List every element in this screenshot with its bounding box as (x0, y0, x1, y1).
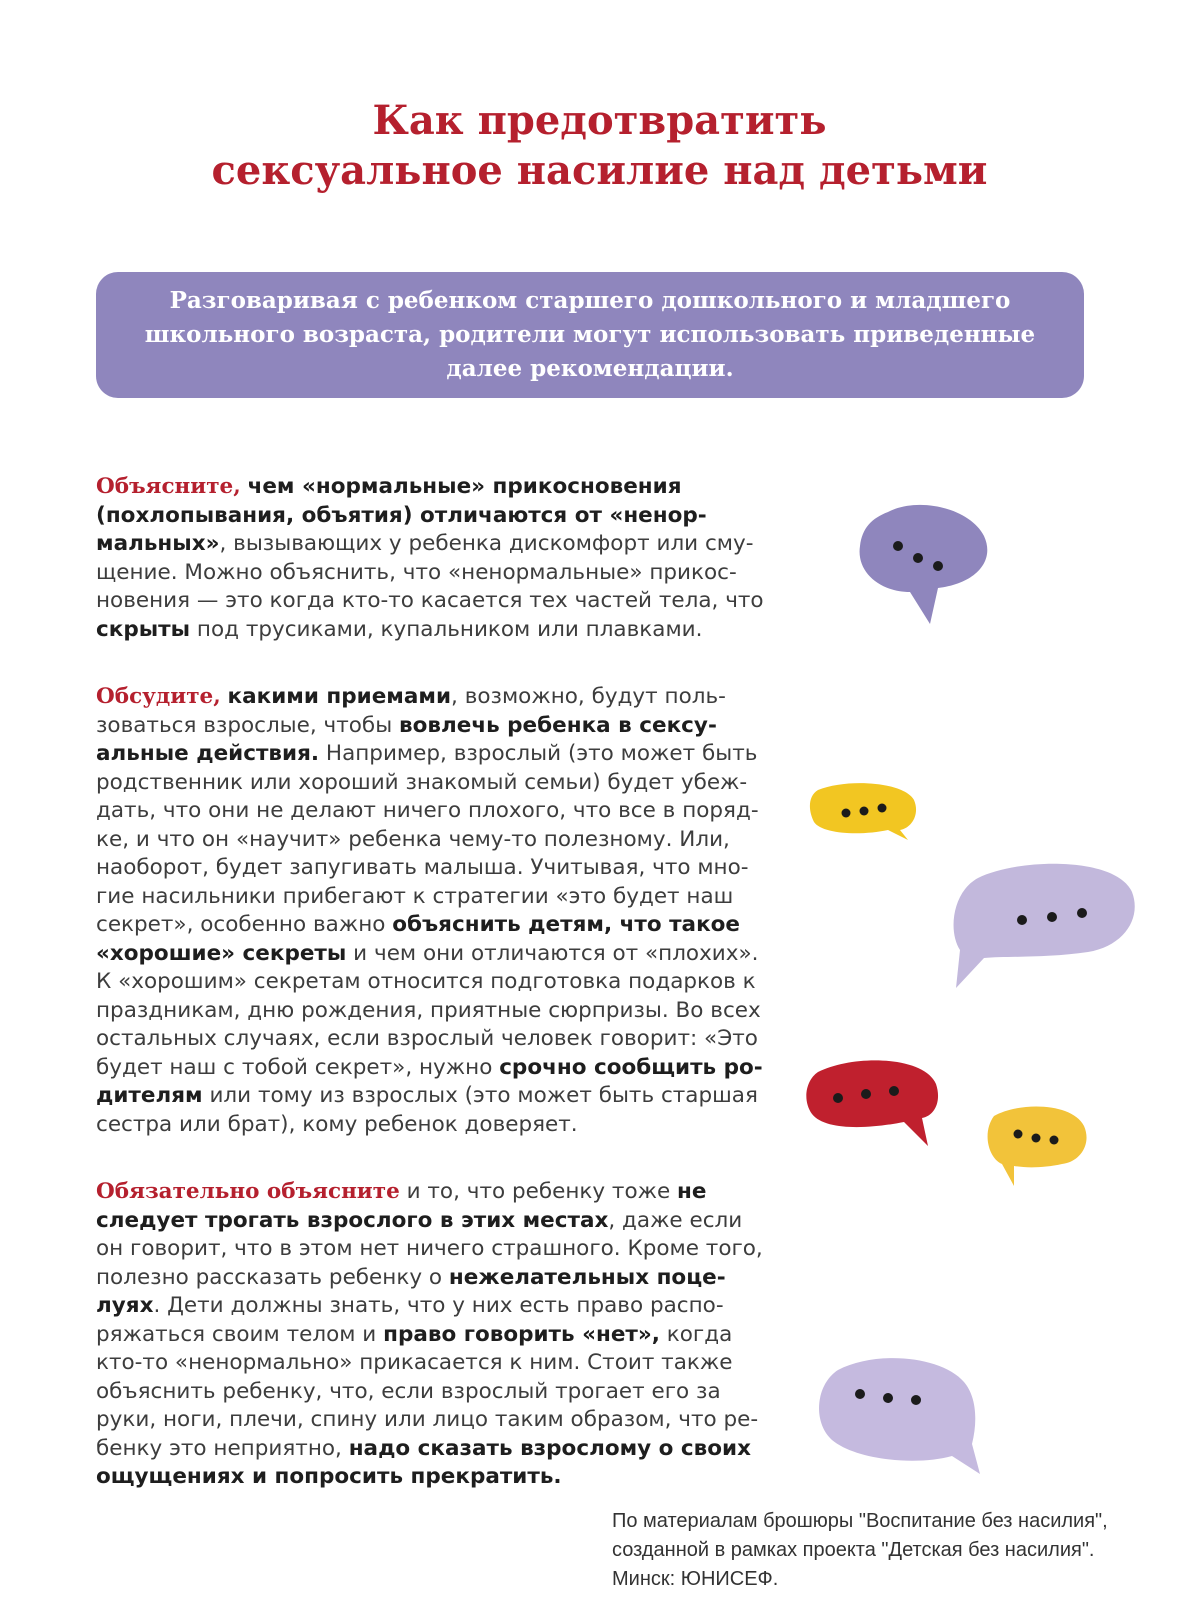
bold-text: не (677, 1179, 707, 1204)
source-line-1: По материалам брошюры "Воспитание без насилия", (612, 1510, 1108, 1532)
bold-text: (похлопывания, объятия) отличаются от «ненор- (96, 502, 707, 528)
intro-line-1: Разговаривая с ребенком старшего дошкольного и младшего (169, 287, 1011, 314)
bold-text: чем «нормальные» прикосновения (247, 474, 682, 499)
section-line (96, 1406, 759, 1435)
section-line (96, 1292, 756, 1321)
section-line (96, 473, 756, 502)
body-text: секрет», особенно важно (96, 912, 393, 937)
section-line (96, 1111, 756, 1140)
body-text: руки, ноги, плечи, спину или лицо таким образом, что ре- (96, 1407, 759, 1432)
section-line (96, 740, 756, 769)
section-line (96, 1054, 763, 1083)
bubble-shape (988, 1107, 1087, 1186)
bold-text: следует трогать взрослого в этих местах (96, 1207, 609, 1233)
bold-text: вовлечь ребенка в сексу- (399, 712, 717, 738)
bold-text: какими приемами (227, 684, 452, 709)
chat-bubble-icon (858, 500, 992, 630)
title-line-1: Как предотвратить (372, 97, 827, 144)
source-line-2: созданной в рамках проекта "Детская без насилия". (612, 1539, 1095, 1561)
bold-text: скрыты (96, 616, 191, 642)
bold-text: нежелательных поце- (448, 1264, 726, 1290)
section-line (96, 530, 756, 559)
source-line-3: Минск: ЮНИСЕФ. (612, 1568, 779, 1590)
body-text: , даже если (608, 1207, 743, 1233)
section-line (96, 968, 756, 997)
section-line (96, 1207, 756, 1236)
section-explain (96, 473, 764, 644)
body-text: гие насильники прибегают к стратегии «это будет наш (96, 883, 734, 909)
body-text: ряжаться своим телом и (96, 1321, 384, 1347)
bubble-shape (806, 1060, 938, 1146)
bubble-shape (860, 505, 988, 624)
body-text: объяснить ребенку, что, если взрослый трогает его за (96, 1378, 721, 1404)
body-text: , возможно, будут поль- (451, 684, 726, 709)
section-line (96, 1082, 756, 1111)
chat-bubble-icon (984, 1104, 1088, 1188)
body-text: ке, и что он «научит» ребенка чему-то полезному. Или, (96, 826, 730, 852)
section-line (96, 997, 761, 1026)
bold-text: ощущениях и попросить прекратить. (96, 1464, 562, 1489)
section-line (96, 1178, 756, 1207)
chat-bubble-icon (948, 862, 1140, 992)
chat-bubble-icon (808, 782, 920, 842)
section-line (96, 797, 759, 826)
bold-text: луях (96, 1293, 154, 1318)
section-lead: Обсудите, (96, 684, 221, 709)
section-line (96, 712, 756, 741)
bold-text: дителям (96, 1083, 203, 1108)
chat-bubble-icon (804, 1058, 940, 1148)
bubble-shape (819, 1358, 980, 1474)
title-line-2: сексуальное насилие над детьми (211, 147, 988, 194)
intro-banner (96, 272, 1084, 398)
body-text: остальных случаях, если взрослый человек говорит: «Это (96, 1026, 758, 1051)
section-line (96, 1378, 756, 1407)
bubble-shape (954, 864, 1135, 988)
source-note (612, 1507, 1108, 1594)
body-text: кто-то «ненормально» прикасается к ним. Стоит также (96, 1350, 733, 1375)
intro-line-2: школьного возраста, родители могут использовать приведенные (144, 321, 1036, 348)
body-text: К «хорошим» секретам относится подготовка подарков к (96, 969, 756, 994)
section-line (96, 1235, 763, 1264)
body-text: будет наш с тобой секрет», нужно (96, 1054, 500, 1080)
section-line (96, 587, 764, 616)
body-text: родственник или хороший знакомый семьи) будет убеж- (96, 769, 748, 795)
section-line (96, 616, 756, 645)
body-text: под трусиками, купальником или плавками. (190, 616, 703, 642)
section-line (96, 911, 756, 940)
body-text: бенку это неприятно, (96, 1435, 349, 1461)
body-text: или тому из взрослых (это может быть старшая (202, 1083, 758, 1108)
section-discuss (96, 683, 763, 1139)
body-text: сестра или брат), кому ребенок доверяет. (96, 1111, 578, 1137)
body-text: наоборот, будет запугивать малыша. Учитывая, что мно- (96, 855, 749, 880)
body-text: и то, что ребенку тоже (399, 1179, 678, 1204)
section-line (96, 940, 759, 969)
bold-text: альные действия. (96, 741, 320, 766)
section-line (96, 854, 756, 883)
bold-text: надо сказать взрослому о своих (348, 1435, 751, 1461)
section-line (96, 1025, 756, 1054)
section-line (96, 1349, 756, 1378)
body-text: зоваться взрослые, чтобы (96, 712, 400, 738)
body-text: полезно рассказать ребенку о (96, 1264, 449, 1290)
section-line (96, 683, 756, 712)
body-text: он говорит, что в этом нет ничего страшного. Кроме того, (96, 1236, 763, 1261)
bold-text: «хорошие» секреты (96, 940, 347, 966)
section-line (96, 559, 756, 588)
body-text: , вызывающих у ребенка дискомфорт или сму- (219, 531, 754, 556)
body-text: дать, что они не делают ничего плохого, что все в поряд- (96, 798, 759, 823)
section-must-explain (96, 1178, 763, 1492)
body-text: праздникам, дню рождения, приятные сюрпризы. Во всех (96, 997, 761, 1023)
intro-line-3: далее рекомендации. (446, 355, 734, 382)
section-line (96, 769, 756, 798)
section-line (96, 1463, 756, 1492)
body-text: Например, взрослый (это может быть (319, 741, 758, 766)
section-line (96, 1321, 756, 1350)
section-line (96, 1264, 756, 1293)
page-title (0, 96, 1199, 196)
body-text: и чем они отличаются от «плохих». (346, 940, 759, 966)
bold-text: объяснить детям, что такое (392, 912, 741, 937)
section-lead: Обязательно объясните (96, 1179, 400, 1204)
bold-text: срочно сообщить ро- (499, 1054, 763, 1080)
section-line (96, 883, 756, 912)
section-line (96, 826, 756, 855)
chat-bubble-icon (816, 1356, 982, 1478)
section-lead: Объясните, (96, 474, 241, 499)
body-text: . Дети должны знать, что у них есть право распо- (153, 1293, 724, 1318)
section-line (96, 502, 756, 531)
bold-text: право говорить «нет», (383, 1321, 660, 1347)
body-text: новения — это когда кто-то касается тех частей тела, что (96, 588, 764, 613)
body-text: щение. Можно объяснить, что «ненормальные» прикос- (96, 559, 737, 585)
body-text: когда (659, 1321, 733, 1347)
bold-text: мальных» (96, 531, 220, 556)
section-line (96, 1435, 756, 1464)
